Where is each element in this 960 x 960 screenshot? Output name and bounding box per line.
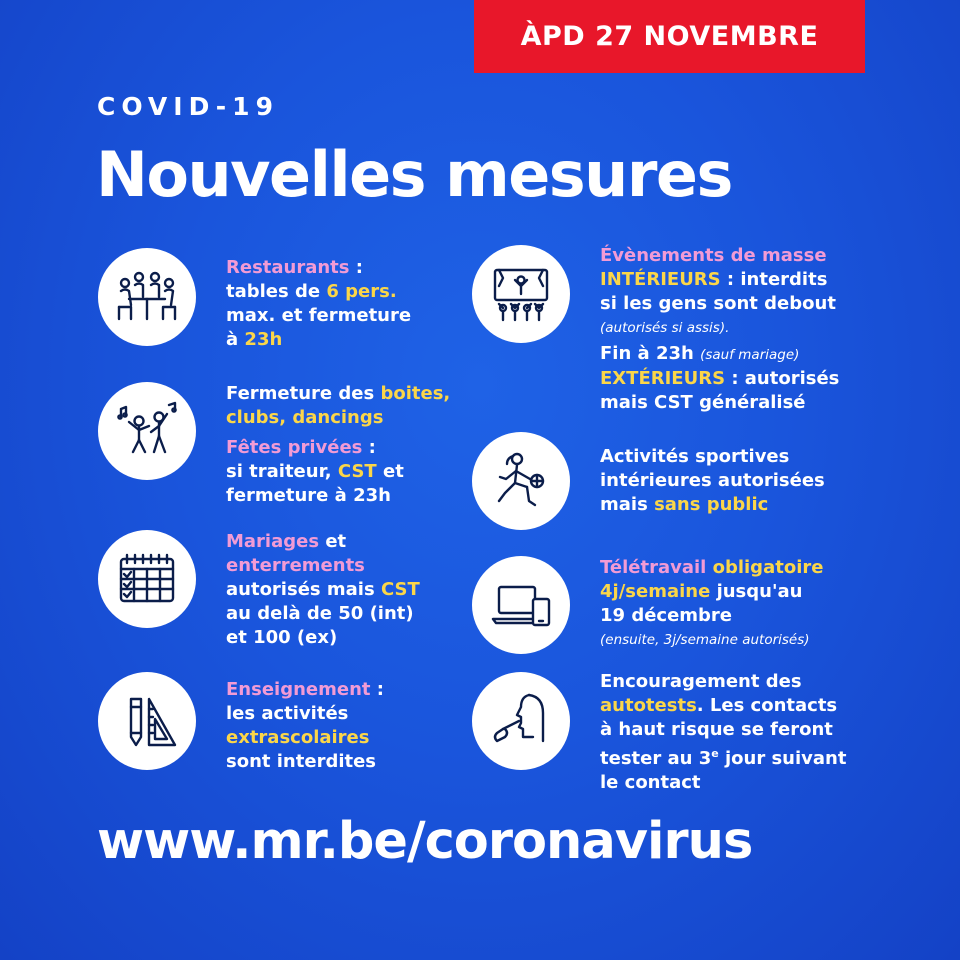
education-text: Enseignement : les activités extrascolaires sont interdites xyxy=(226,679,384,772)
concert-stage-icon xyxy=(472,245,570,343)
telework-text: Télétravail obligatoire 4j/semaine jusqu'au 19 décembre (ensuite, 3j/semaine autorisés) xyxy=(600,557,824,648)
website-url[interactable]: www.mr.be/coronavirus xyxy=(97,812,753,871)
date-badge: ÀPD 27 NOVEMBRE xyxy=(474,0,865,73)
sports-text: Activités sportives intérieures autorisées mais sans public xyxy=(600,446,825,515)
weddings-text: Mariages et enterrements autorisés mais CST au delà de 50 (int) et 100 (ex) xyxy=(226,531,420,648)
pencil-ruler-icon xyxy=(98,672,196,770)
restaurant-table-icon xyxy=(98,248,196,346)
laptop-phone-icon xyxy=(472,556,570,654)
calendar-icon xyxy=(98,530,196,628)
page-title: Nouvelles mesures xyxy=(96,138,732,211)
restaurants-text: Restaurants : tables de 6 pers. max. et fermeture à 23h xyxy=(226,257,412,350)
kicker-label: COVID-19 xyxy=(97,92,279,121)
events-text: Évènements de masse INTÉRIEURS : interdits si les gens sont debout (autorisés si assis). Fin à 23h (sauf mariage) EXTÉRIEURS : autorisés mais CST généralisé xyxy=(600,245,840,413)
clubs-text: Fermeture des boites, clubs, dancings Fêtes privées : si traiteur, CST et fermeture à 23h xyxy=(226,383,451,506)
dancing-people-icon xyxy=(98,382,196,480)
selftests-text: Encouragement des autotests. Les contacts à haut risque se feront tester au 3e jour suivant le contact xyxy=(600,671,847,793)
nasal-swab-test-icon xyxy=(472,672,570,770)
basketball-player-icon xyxy=(472,432,570,530)
